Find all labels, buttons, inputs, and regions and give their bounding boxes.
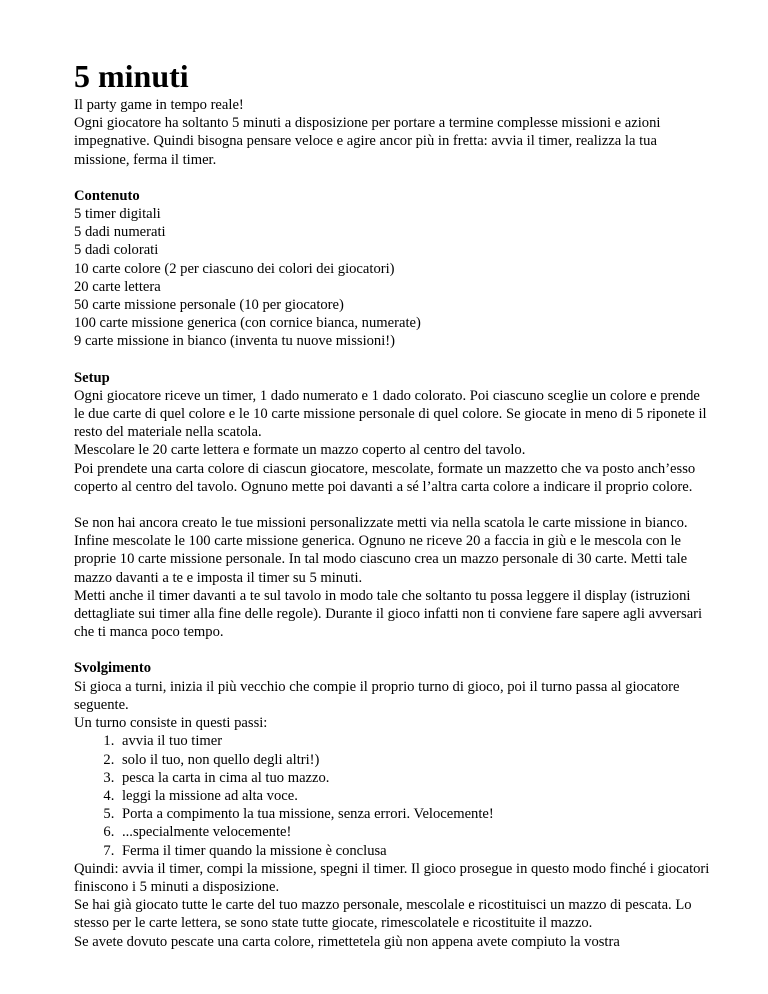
contents-item: 5 timer digitali [74,206,161,223]
contents-section [74,187,714,351]
intro-tagline: Il party game in tempo reale! [74,97,244,113]
list-item: 4. leggi la missione ad alta voce. [118,787,714,805]
turn-steps-list [74,732,714,859]
gameplay-paragraph: Si gioca a turni, inizia il più vecchio che compie il proprio turno di gioco, poi il turno passa al giocatore seguente. [74,678,680,713]
setup-paragraph: Metti anche il timer davanti a te sul tavolo in modo tale che soltanto tu possa leggere il display (istruzioni dettagliate sui timer alla fine delle regole). Durante il gioco infatti non ti conviene fare sapere agli avversari che ti manca poco tempo. [74,587,703,641]
list-item: 2. solo il tuo, non quello degli altri!) [118,751,714,769]
contents-item: 20 carte lettera [74,278,161,295]
setup-section [74,369,714,496]
document-page [74,58,714,951]
contents-item: 10 carte colore (2 per ciascuno dei colori dei giocatori) [74,260,395,277]
list-item: 7. Ferma il timer quando la missione è conclusa [118,842,714,860]
setup-continued-section [74,514,714,641]
document-title: 5 minuti [74,58,189,94]
setup-paragraph: Infine mescolate le 100 carte missione generica. Ognuno ne riceve 20 a faccia in giù e le mescola con le proprie 10 carte missione personale. In tal modo ciascuno crea un mazzo personale di 30 carte. Metti tale mazzo davanti a te e imposta il timer su 5 minuti. [74,533,688,586]
intro-description: Ogni giocatore ha soltanto 5 minuti a disposizione per portare a termine complesse missioni e azioni impegnative. Quindi bisogna pensare veloce e agire ancor più in fretta: avvia il timer, realizza la tua missione, ferma il timer. [74,115,661,168]
intro-block [74,96,714,169]
contents-item: 5 dadi colorati [74,242,159,259]
gameplay-paragraph: Quindi: avvia il timer, compi la missione, spegni il timer. Il gioco prosegue in questo modo finché i giocatori finiscono i 5 minuti a disposizione. [74,860,710,895]
setup-paragraph: Ogni giocatore riceve un timer, 1 dado numerato e 1 dado colorato. Poi ciascuno sceglie un colore e prende le due carte di quel colore e le 10 carte missione personale di quel colore. Se giocate in meno di 5 riponete il resto del materiale nella scatola. [74,387,707,441]
contents-item: 5 dadi numerati [74,224,166,241]
gameplay-paragraph: Se avete dovuto pescate una carta colore, rimettetela giù non appena avete compiuto la vostra [74,933,620,950]
contents-item: 100 carte missione generica (con cornice bianca, numerate) [74,315,421,332]
setup-paragraph: Poi prendete una carta colore di ciascun giocatore, mescolate, formate un mazzetto che va posto anch’esso coperto al centro del tavolo. Ognuno mette poi davanti a sé l’altra carta colore a indicare il proprio colore. [74,460,696,495]
setup-paragraph: Se non hai ancora creato le tue missioni personalizzate metti via nella scatola le carte missione in bianco. [74,515,688,532]
setup-paragraph: Mescolare le 20 carte lettera e formate un mazzo coperto al centro del tavolo. [74,442,526,459]
list-item: 1. avvia il tuo timer [118,732,714,750]
gameplay-paragraph: Un turno consiste in questi passi: [74,715,268,732]
gameplay-paragraph: Se hai già giocato tutte le carte del tuo mazzo personale, mescolale e ricostituisci un mazzo di pescata. Lo stesso per le carte lettera, se sono state tutte giocate, rimescolatele e ricostituite il mazzo. [74,897,692,932]
gameplay-heading: Svolgimento [74,660,152,677]
gameplay-section [74,659,714,950]
list-item: 3. pesca la carta in cima al tuo mazzo. [118,769,714,787]
contents-item: 9 carte missione in bianco (inventa tu nuove missioni!) [74,333,395,350]
list-item: 5. Porta a compimento la tua missione, senza errori. Velocemente! [118,805,714,823]
setup-heading: Setup [74,369,110,386]
contents-heading: Contenuto [74,187,140,204]
list-item: 6. ...specialmente velocemente! [118,823,714,841]
contents-item: 50 carte missione personale (10 per giocatore) [74,297,344,314]
